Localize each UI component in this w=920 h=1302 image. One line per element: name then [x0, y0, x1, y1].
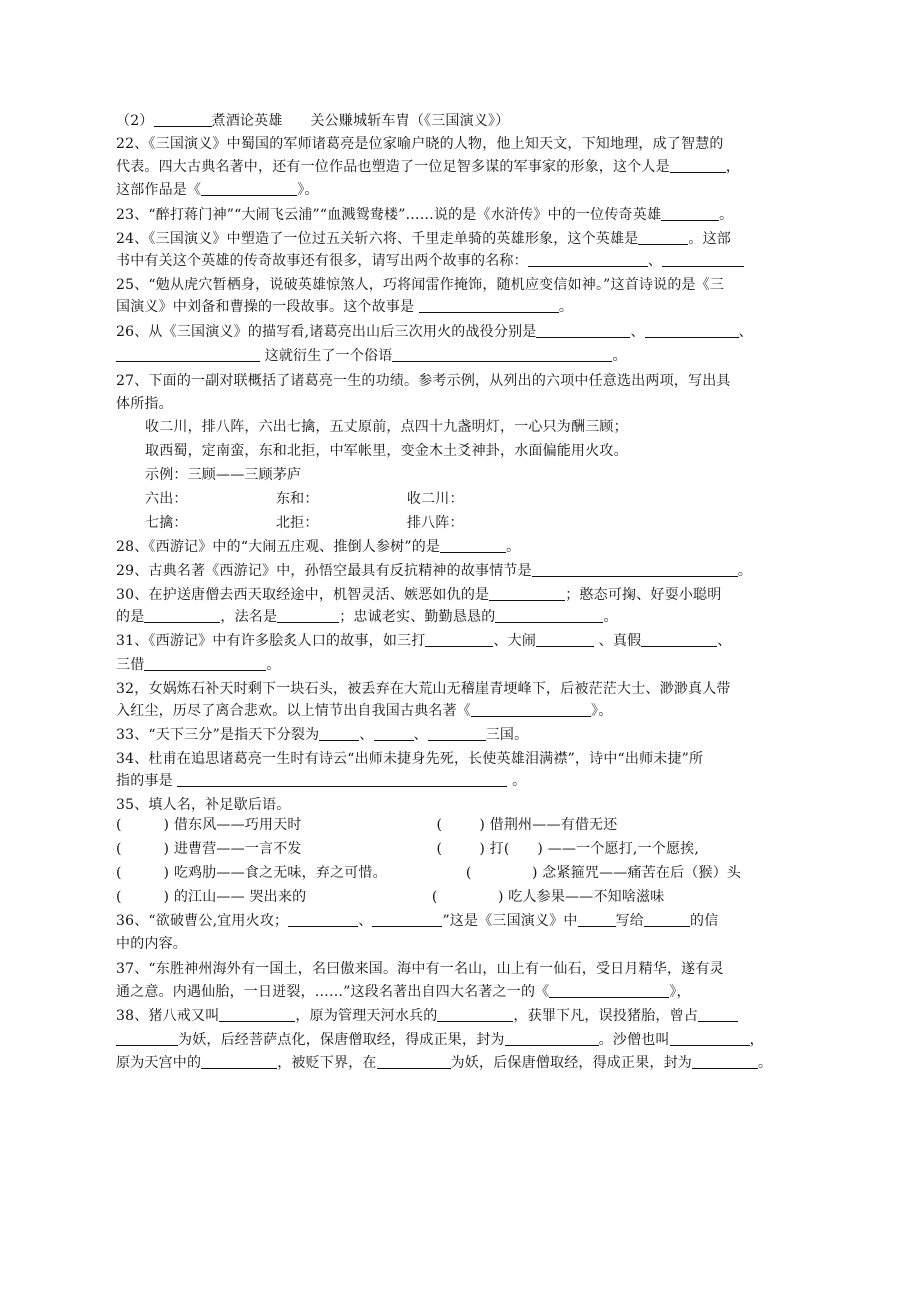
- line-text: 27、下面的一副对联概括了诸葛亮一生的功绩。参考示例，从列出的六项中任意选出两项，写出具: [116, 373, 731, 389]
- line-text: 。: [266, 657, 281, 673]
- text-line: [116, 630, 731, 652]
- text-line: [116, 654, 281, 676]
- answer-blank[interactable]: [638, 229, 688, 245]
- answer-blank[interactable]: [489, 585, 565, 601]
- line-text: 26、从《三国演义》的描写看,诸葛亮出山后三次用火的战役分别是: [116, 324, 537, 340]
- line-text: 示例：三顾——三顾茅庐: [145, 467, 302, 483]
- text-line: [116, 958, 724, 980]
- line-text: 取西蜀，定南蛮，东和北拒，中军帐里，变金木土爻神卦，水面偏能用火攻。: [145, 443, 628, 459]
- line-text: 国演义》中刘备和曹操的一段故事。这个故事是: [116, 299, 419, 315]
- answer-blank[interactable]: [219, 1006, 295, 1022]
- text-line: [116, 838, 699, 860]
- text-line: [116, 156, 740, 178]
- line-text: 写给: [615, 913, 645, 929]
- line-text: 通之意。内遇仙胎，一日迸裂，……”这段名著出自四大名著之一的《: [116, 984, 550, 1000]
- answer-blank[interactable]: [670, 157, 726, 173]
- line-text: 34、杜甫在追思诸葛亮一生时有诗云“出师未捷身先死，长使英雄泪满襟”，诗中“出师未捷”所: [116, 751, 704, 767]
- answer-blank[interactable]: [377, 1053, 451, 1069]
- answer-blank[interactable]: [428, 725, 486, 741]
- text-line: [116, 179, 319, 201]
- line-text: 这就衍生了一个俗语: [260, 348, 393, 364]
- text-line: [116, 814, 617, 836]
- answer-blank[interactable]: [471, 701, 591, 717]
- line-text: 。这部: [688, 231, 732, 247]
- line-text: 的信: [690, 913, 719, 929]
- line-text: 。: [506, 539, 521, 555]
- line-text: 。: [507, 773, 527, 789]
- text-line: [116, 133, 724, 155]
- line-text: 》，: [669, 984, 691, 1000]
- line-text: 31、《西游记》中有许多脍炙人口的故事，如三打: [116, 633, 426, 649]
- line-text: 》。: [591, 703, 613, 719]
- answer-blank[interactable]: [201, 180, 297, 196]
- text-line: [116, 296, 573, 318]
- answer-blank[interactable]: [144, 607, 220, 623]
- text-line: [116, 724, 528, 746]
- text-line: [116, 536, 520, 558]
- text-line: [116, 862, 741, 884]
- answer-blank[interactable]: [319, 725, 359, 741]
- line-text: 、大闹: [493, 633, 537, 649]
- line-text: 。: [558, 299, 574, 315]
- line-text: 。: [758, 1055, 773, 1071]
- line-text: 代表。四大古典名著中，还有一位作品也塑造了一位足智多谋的军事家的形象，这个人是: [116, 159, 670, 175]
- line-text: 。: [719, 207, 734, 223]
- text-line: [116, 770, 526, 792]
- line-text: 六出： 东和： 收二川：: [145, 491, 464, 507]
- line-text: 37、“东胜神州海外有一国土，名曰傲来国。海中有一名山，山上有一仙石，受日月精华，遂有灵: [116, 961, 724, 977]
- text-line: [145, 440, 628, 462]
- answer-blank[interactable]: [661, 205, 719, 221]
- answer-blank[interactable]: [644, 911, 690, 927]
- line-text: ，: [725, 159, 741, 175]
- line-text: 为妖，后经菩萨点化，保唐僧取经，得成正果，封为: [178, 1032, 505, 1048]
- line-text: 这部作品是《: [116, 182, 202, 198]
- line-text: 中的内容。: [116, 936, 187, 952]
- line-text: ( ) 借东风——巧用天时 ( ) 借荆州——有借无还: [116, 817, 618, 833]
- line-text: ，被贬下界，在: [277, 1055, 377, 1071]
- text-line: [145, 464, 301, 486]
- line-text: 七擒： 北拒： 排八阵：: [145, 515, 464, 531]
- line-text: 、: [413, 727, 428, 743]
- text-line: [116, 204, 733, 226]
- text-line: [116, 584, 721, 606]
- text-line: [145, 416, 628, 438]
- line-text: 30、在护送唐僧去西天取经途中，机智灵活、嫉恶如仇的是: [116, 587, 490, 603]
- line-text: 、: [717, 633, 732, 649]
- line-text: 、: [358, 913, 373, 929]
- text-line: [116, 910, 718, 932]
- answer-blank[interactable]: [549, 982, 669, 998]
- line-text: 、: [359, 727, 374, 743]
- answer-blank[interactable]: [277, 607, 339, 623]
- answer-blank[interactable]: [154, 111, 212, 127]
- answer-blank[interactable]: [116, 346, 260, 362]
- answer-blank[interactable]: [374, 725, 414, 741]
- answer-blank[interactable]: [670, 1030, 750, 1046]
- answer-blank[interactable]: [505, 1030, 599, 1046]
- text-line: [116, 748, 703, 770]
- answer-blank[interactable]: [116, 1030, 178, 1046]
- answer-blank[interactable]: [440, 537, 506, 553]
- line-text: ，法名是: [220, 609, 278, 625]
- line-text: 为妖，后保唐僧取经，得成正果，封为: [450, 1055, 693, 1071]
- line-text: 。沙僧也叫: [598, 1032, 670, 1048]
- line-text: 28、《西游记》中的“大闹五庄观、推倒人参树”的是: [116, 539, 441, 555]
- text-line: [116, 678, 731, 700]
- text-line: [116, 393, 173, 415]
- line-text: 书中有关这个英雄的传奇故事还有很多，请写出两个故事的名称：: [116, 253, 528, 269]
- line-text: 。: [612, 348, 627, 364]
- text-line: [116, 321, 753, 343]
- answer-blank[interactable]: [645, 322, 739, 338]
- text-line: [116, 933, 187, 955]
- line-text: 35、填人名，补足歇后语。: [116, 797, 291, 813]
- line-text: 原为天宫中的: [116, 1055, 202, 1071]
- answer-blank[interactable]: [392, 346, 612, 362]
- text-line: [116, 981, 691, 1003]
- answer-blank[interactable]: [536, 322, 630, 338]
- line-text: 23、“醉打蒋门神”“大闹飞云浦”“血溅鸳鸯楼”……说的是《水浒传》中的一位传奇英雄: [116, 207, 662, 223]
- line-text: 33、“天下三分”是指天下分裂为: [116, 727, 320, 743]
- line-text: 38、猪八戒又叫: [116, 1008, 220, 1024]
- line-text: 收二川，排八阵，六出七擒，五丈原前，点四十九盏明灯，一心只为酬三顾；: [145, 419, 628, 435]
- line-text: 》。: [297, 182, 319, 198]
- text-line: [116, 886, 664, 908]
- text-line: [116, 606, 618, 628]
- answer-blank[interactable]: [425, 631, 493, 647]
- line-text: ( ) 进曹营——一言不发 ( ) 打( ) ——一个愿打,一个愿挨,: [116, 841, 700, 857]
- text-line: [116, 560, 752, 582]
- line-text: 、: [647, 253, 663, 269]
- line-text: 29、古典名著《西游记》中，孙悟空最具有反抗精神的故事情节是: [116, 563, 532, 579]
- line-text: 三借: [116, 657, 145, 673]
- line-text: ；憨态可掬、好耍小聪明: [565, 587, 722, 603]
- text-line: [145, 512, 464, 534]
- text-line: [116, 345, 627, 367]
- answer-blank[interactable]: [177, 771, 507, 787]
- line-text: 25、“勉从虎穴暂栖身，说破英雄惊煞人，巧将闻雷作掩饰，随机应变信如神。”这首诗说的是《三: [116, 277, 725, 293]
- answer-blank[interactable]: [578, 911, 616, 927]
- answer-blank[interactable]: [288, 911, 358, 927]
- line-text: ( ) 吃鸡肋——食之无味，弃之可惜。 ( ) 念紧箍咒——痛苦在后（猴）头: [116, 865, 742, 881]
- answer-blank[interactable]: [532, 561, 738, 577]
- line-text: ，: [749, 1032, 764, 1048]
- line-text: 三国。: [485, 727, 529, 743]
- line-text: 24、《三国演义》中塑造了一位过五关斩六将、千里走单骑的英雄形象，这个英雄是: [116, 231, 639, 247]
- text-line: [116, 1029, 764, 1051]
- line-text: ”这是《三国演义》中: [442, 913, 578, 929]
- text-line: [145, 488, 464, 510]
- answer-blank[interactable]: [692, 1053, 758, 1069]
- line-text: 煮酒论英雄 关公赚城斩车胄（《三国演义》）: [211, 113, 510, 129]
- answer-blank[interactable]: [536, 631, 594, 647]
- line-text: ，原为管理天河水兵的: [295, 1008, 438, 1024]
- text-line: [116, 1052, 772, 1074]
- line-text: 22、《三国演义》中蜀国的军师诸葛亮是位家喻户晓的人物，他上知天文，下知地理，成了智慧的: [116, 136, 724, 152]
- line-text: ( ) 的江山—— 哭出来的 ( ) 吃人参果——不知啥滋味: [116, 889, 665, 905]
- line-text: （2）: [116, 113, 154, 129]
- line-text: 、: [738, 324, 753, 340]
- answer-blank[interactable]: [528, 251, 648, 267]
- text-line: [116, 1005, 738, 1027]
- text-line: [116, 700, 612, 722]
- line-text: 。: [603, 609, 618, 625]
- line-text: 32，女娲炼石补天时剩下一块石头，被丢弃在大荒山无稽崖青埂峰下，后被茫茫大士、渺渺真人带: [116, 681, 731, 697]
- text-line: [116, 110, 509, 132]
- line-text: ；忠诚老实、勤勤恳恳的: [339, 609, 496, 625]
- line-text: 入红尘，历尽了离合悲欢。以上情节出自我国古典名著《: [116, 703, 471, 719]
- line-text: ，获罪下凡，误投猪胎，曾占: [513, 1008, 699, 1024]
- answer-blank[interactable]: [372, 911, 442, 927]
- text-line: [116, 370, 731, 392]
- answer-blank[interactable]: [662, 251, 744, 267]
- line-text: 体所指。: [116, 396, 173, 412]
- line-text: 指的事是: [116, 773, 178, 789]
- line-text: 、真假: [594, 633, 642, 649]
- line-text: 。: [737, 563, 753, 579]
- answer-blank[interactable]: [201, 1053, 277, 1069]
- text-line: [116, 274, 724, 296]
- line-text: 、: [630, 324, 645, 340]
- answer-blank[interactable]: [144, 655, 266, 671]
- text-line: [116, 250, 744, 272]
- text-line: [116, 794, 290, 816]
- line-text: 的是: [116, 609, 145, 625]
- answer-blank[interactable]: [419, 297, 559, 313]
- line-text: 36、“欲破曹公,宜用火攻；: [116, 913, 289, 929]
- answer-blank[interactable]: [437, 1006, 513, 1022]
- text-line: [116, 228, 731, 250]
- answer-blank[interactable]: [698, 1006, 738, 1022]
- answer-blank[interactable]: [641, 631, 717, 647]
- answer-blank[interactable]: [495, 607, 603, 623]
